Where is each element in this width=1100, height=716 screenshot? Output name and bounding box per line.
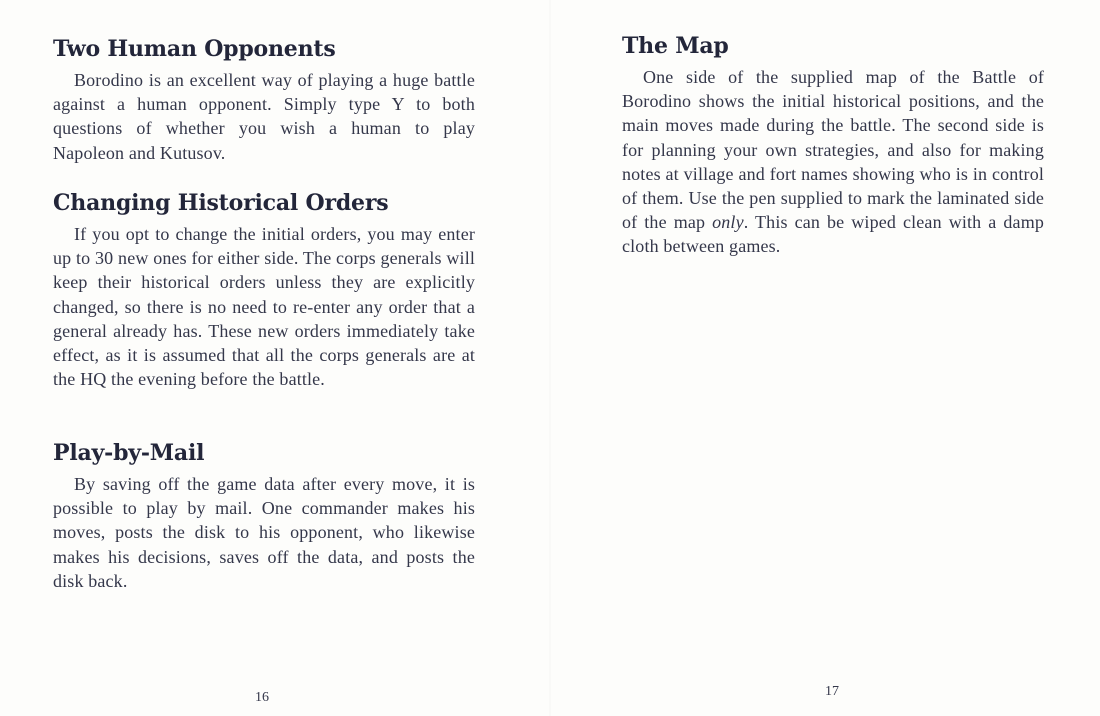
heading-play-by-mail: Play-by-Mail — [53, 440, 205, 466]
emphasis-only: only — [712, 212, 744, 233]
heading-the-map: The Map — [622, 33, 729, 59]
paragraph-two-human-opponents: Borodino is an excellent way of playing a huge battle against a human opponent. Simply type Y to both questions of whether you wish a human to play Napoleon and Kutusov. — [53, 70, 475, 163]
page-gutter — [549, 0, 551, 716]
heading-two-human-opponents: Two Human Opponents — [53, 36, 336, 62]
paragraph-the-map-text-after: . This can be wiped clean with a damp cloth between games. — [622, 212, 1044, 257]
paragraph-play-by-mail: By saving off the game data after every move, it is possible to play by mail. One commander makes his moves, posts the disk to his opponent, who likewise makes his decisions, saves off the data, and posts the disk back. — [53, 474, 475, 591]
left-page — [53, 0, 475, 716]
right-page — [622, 0, 1044, 716]
page-number-left: 16 — [255, 690, 269, 705]
paragraph-the-map — [622, 65, 1044, 259]
section-two-human-opponents — [53, 36, 475, 165]
section-play-by-mail — [53, 440, 475, 593]
section-changing-historical-orders — [53, 190, 475, 391]
paragraph-changing-historical-orders: If you opt to change the initial orders, you may enter up to 30 new ones for either side. The corps generals will keep their historical orders unless they are explicitly changed, so there is no need to re-enter any order that a general already has. These new orders immediately take effect, as it is assumed that all the corps generals are at the HQ the evening before the battle. — [53, 224, 475, 390]
paragraph-the-map-text-before: One side of the supplied map of the Battle of Borodino shows the initial historical positions, and the main moves made during the battle. The second side is for planning your own strategies, and also for making notes at village and fort names showing who is in control of them. Use the pen supplied to mark the laminated side of the map — [622, 67, 1044, 233]
section-the-map — [622, 33, 1044, 259]
page-number-right: 17 — [825, 684, 839, 699]
heading-changing-historical-orders: Changing Historical Orders — [53, 190, 389, 216]
